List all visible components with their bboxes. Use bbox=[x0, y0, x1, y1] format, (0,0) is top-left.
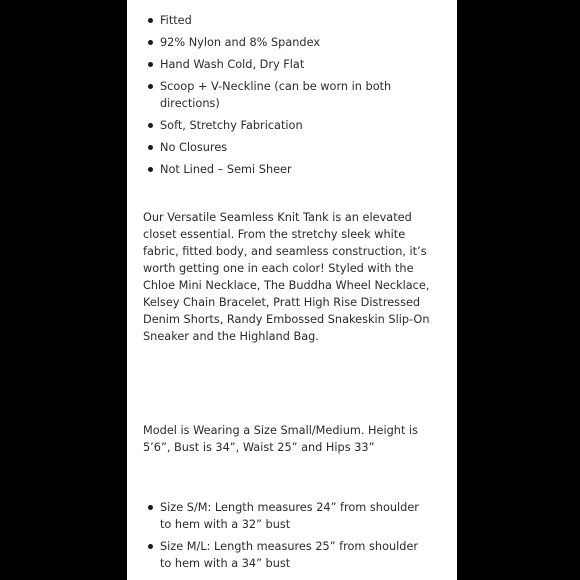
feature-text: Scoop + V-Neckline (can be worn in both directions) bbox=[160, 80, 392, 110]
list-item bbox=[127, 78, 430, 112]
feature-text: 92% Nylon and 8% Spandex bbox=[160, 36, 321, 49]
list-item bbox=[127, 499, 425, 533]
product-description-panel bbox=[127, 0, 457, 580]
bullet-icon bbox=[148, 544, 153, 549]
feature-text: Hand Wash Cold, Dry Flat bbox=[160, 58, 305, 71]
bullet-icon bbox=[148, 123, 153, 128]
list-item bbox=[127, 56, 430, 73]
list-item bbox=[127, 139, 430, 156]
product-description: Our Versatile Seamless Knit Tank is an elevated closet essential. From the stretchy sleek white fabric, fitted body, and seamless construction, it’s worth getting one in each color! Styled with the Chloe Mini Necklace, The Buddha Wheel Necklace, Kelsey Chain Bracelet, Pratt High Rise Distressed Denim Shorts, Randy Embossed Snakeskin Slip-On Sneaker and the Highland Bag. bbox=[143, 211, 430, 343]
bullet-icon bbox=[148, 167, 153, 172]
bullet-icon bbox=[148, 84, 153, 89]
list-item bbox=[127, 34, 430, 51]
model-size-info: Model is Wearing a Size Small/Medium. Height is 5’6”, Bust is 34”, Waist 25” and Hips 33” bbox=[143, 424, 418, 454]
feature-list bbox=[127, 12, 457, 183]
bullet-icon bbox=[148, 18, 153, 23]
feature-text: Soft, Stretchy Fabrication bbox=[160, 119, 303, 132]
list-item bbox=[127, 117, 430, 134]
list-item bbox=[127, 538, 425, 572]
feature-text: Not Lined – Semi Sheer bbox=[160, 163, 292, 176]
bullet-icon bbox=[148, 145, 153, 150]
size-text: Size S/M: Length measures 24” from shoulder to hem with a 32” bust bbox=[160, 501, 419, 531]
feature-text: Fitted bbox=[160, 14, 192, 27]
feature-text: No Closures bbox=[160, 141, 228, 154]
list-item bbox=[127, 161, 430, 178]
bullet-icon bbox=[148, 62, 153, 67]
bullet-icon bbox=[148, 505, 153, 510]
size-list bbox=[127, 499, 457, 577]
size-text: Size M/L: Length measures 25” from shoulder to hem with a 34” bust bbox=[160, 540, 419, 570]
list-item bbox=[127, 12, 430, 29]
bullet-icon bbox=[148, 40, 153, 45]
